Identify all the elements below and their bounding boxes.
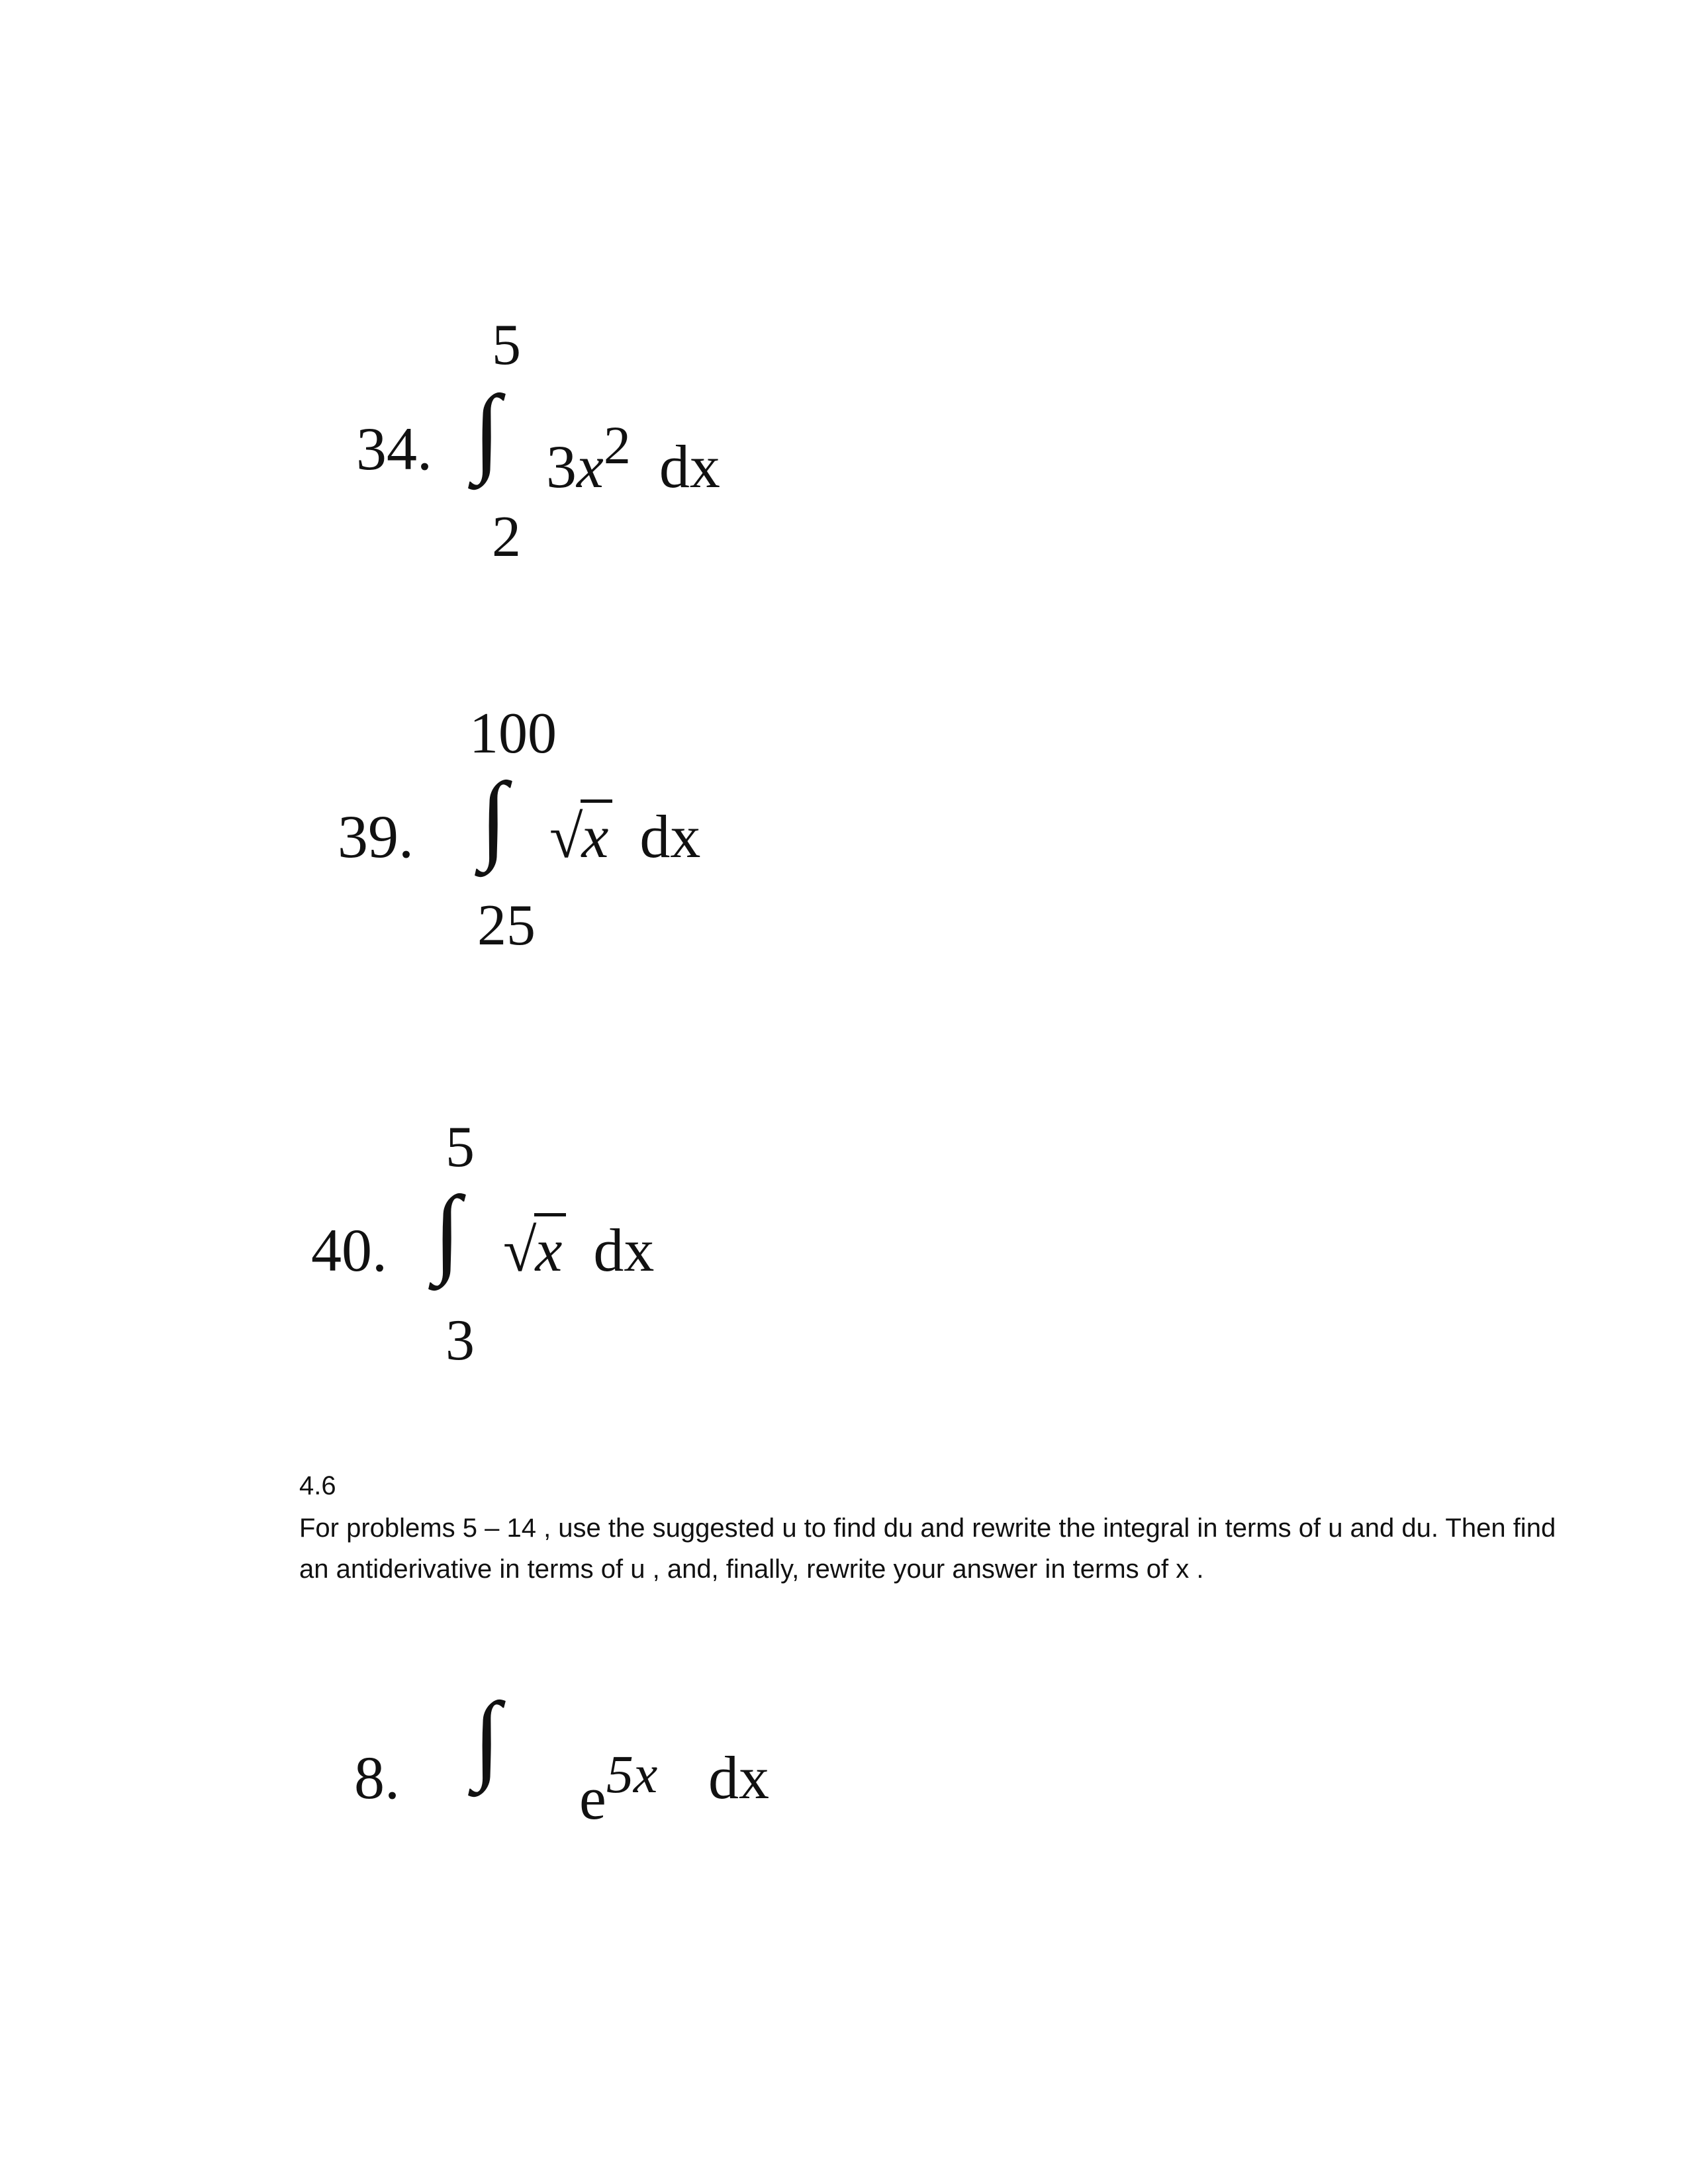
differential: dx xyxy=(593,1216,655,1284)
upper-limit: 5 xyxy=(492,313,521,377)
exponent: 5x xyxy=(606,1744,658,1804)
lower-limit: 25 xyxy=(477,893,536,958)
lower-limit: 2 xyxy=(492,505,521,569)
radicand: x xyxy=(581,799,613,870)
integral-sign: ∫ xyxy=(473,375,501,485)
exponent: 2 xyxy=(603,415,631,475)
integral-sign: ∫ xyxy=(473,1682,501,1792)
problem-number: 40. xyxy=(311,1216,387,1284)
coefficient: 3 xyxy=(546,433,577,500)
integrand xyxy=(549,803,701,870)
radical-sign: √ xyxy=(549,803,583,870)
square-root xyxy=(549,803,612,870)
upper-limit: 100 xyxy=(469,702,557,766)
problem-number: 39. xyxy=(338,803,414,870)
variable: x xyxy=(577,433,604,500)
integral-sign: ∫ xyxy=(480,762,508,872)
problem-number: 34. xyxy=(356,415,432,482)
section-instructions: For problems 5 – 14 , use the suggested u to find du and rewrite the integral in terms of u and du. Then find an antiderivative in terms of u , and, finally, rewrite your answer in terms of x . xyxy=(299,1514,1556,1584)
square-root xyxy=(503,1216,566,1284)
radical-sign: √ xyxy=(503,1216,537,1284)
integral-sign: ∫ xyxy=(434,1176,461,1286)
integrand xyxy=(546,415,720,500)
section-label: 4.6 xyxy=(299,1471,336,1500)
differential: dx xyxy=(708,1744,769,1811)
integrand xyxy=(579,1744,658,1832)
differential: dx xyxy=(659,433,720,500)
problem-number: 8. xyxy=(354,1744,400,1811)
exp-base: e xyxy=(579,1764,606,1832)
integrand xyxy=(503,1216,655,1284)
lower-limit: 3 xyxy=(445,1308,475,1373)
differential: dx xyxy=(639,803,701,870)
upper-limit: 5 xyxy=(445,1115,475,1179)
radicand: x xyxy=(534,1213,567,1284)
